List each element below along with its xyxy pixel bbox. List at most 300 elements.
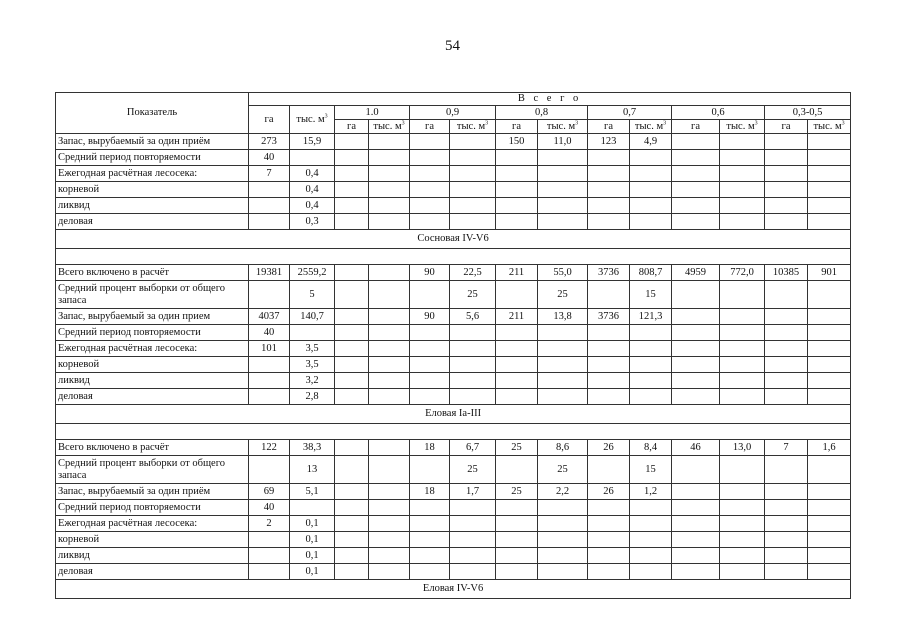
table-cell	[450, 214, 496, 230]
section-title: Еловая IV-V6	[56, 580, 851, 599]
table-cell	[720, 134, 765, 150]
spacer-cell	[56, 249, 851, 265]
table-cell: 6,7	[450, 440, 496, 456]
table-cell	[335, 456, 369, 484]
table-row	[56, 532, 851, 548]
table-cell: 38,3	[290, 440, 335, 456]
table-cell	[369, 440, 410, 456]
table-cell	[410, 357, 450, 373]
table-cell	[335, 357, 369, 373]
table-cell: 3,5	[290, 357, 335, 373]
table-cell	[672, 150, 720, 166]
table-cell	[672, 373, 720, 389]
table-cell	[720, 564, 765, 580]
table-cell	[630, 373, 672, 389]
table-cell	[765, 150, 808, 166]
table-cell	[369, 166, 410, 182]
row-label: Средний процент выборки от общего запаса	[56, 456, 249, 484]
table-cell	[720, 548, 765, 564]
table-row	[56, 134, 851, 150]
table-row	[56, 281, 851, 309]
table-cell	[630, 150, 672, 166]
table-cell	[630, 214, 672, 230]
table-cell	[538, 389, 588, 405]
table-cell	[335, 265, 369, 281]
table-cell	[720, 532, 765, 548]
row-label: Средний период повторяемости	[56, 500, 249, 516]
table-cell: 3736	[588, 309, 630, 325]
table-cell	[808, 198, 851, 214]
table-cell	[335, 281, 369, 309]
section-title-row	[56, 230, 851, 249]
header-density-group: 0,9	[410, 106, 496, 120]
table-cell: 0,1	[290, 532, 335, 548]
table-cell	[335, 325, 369, 341]
table-cell: 0,1	[290, 516, 335, 532]
table-cell	[410, 373, 450, 389]
row-label: Запас, вырубаемый за один прием	[56, 309, 249, 325]
table-cell: 140,7	[290, 309, 335, 325]
table-cell	[720, 516, 765, 532]
header-indicator: Показатель	[56, 93, 249, 134]
row-label: ликвид	[56, 198, 249, 214]
table-cell	[672, 532, 720, 548]
table-cell	[369, 309, 410, 325]
row-label: деловая	[56, 389, 249, 405]
table-cell	[588, 281, 630, 309]
table-cell	[496, 373, 538, 389]
row-label: Запас, вырубаемый за один приём	[56, 484, 249, 500]
table-cell: 25	[450, 281, 496, 309]
table-cell	[630, 341, 672, 357]
table-cell: 150	[496, 134, 538, 150]
table-cell	[672, 166, 720, 182]
table-cell	[290, 500, 335, 516]
table-cell	[369, 548, 410, 564]
table-cell	[496, 564, 538, 580]
table-cell	[450, 134, 496, 150]
row-label: Ежегодная расчётная лесосека:	[56, 341, 249, 357]
table-cell	[765, 134, 808, 150]
table-cell	[720, 214, 765, 230]
table-cell	[369, 516, 410, 532]
table-cell	[720, 389, 765, 405]
table-cell	[249, 389, 290, 405]
table-cell: 0,3	[290, 214, 335, 230]
table-cell	[496, 389, 538, 405]
table-cell: 211	[496, 265, 538, 281]
table-row	[56, 166, 851, 182]
table-cell: 15	[630, 281, 672, 309]
row-label: деловая	[56, 214, 249, 230]
table-cell	[765, 182, 808, 198]
table-cell	[335, 500, 369, 516]
table-cell: 13,0	[720, 440, 765, 456]
table-cell: 13,8	[538, 309, 588, 325]
table-cell	[808, 373, 851, 389]
table-cell	[369, 357, 410, 373]
table-cell	[249, 214, 290, 230]
header-total-volume: тыс. $м^3$	[290, 106, 335, 134]
table-cell	[290, 150, 335, 166]
table-cell: 808,7	[630, 265, 672, 281]
table-cell	[410, 516, 450, 532]
table-cell	[538, 325, 588, 341]
table-cell	[335, 134, 369, 150]
table-cell	[808, 564, 851, 580]
table-cell	[496, 500, 538, 516]
section-title: Сосновая IV-V6	[56, 230, 851, 249]
header-total-ha: га	[249, 106, 290, 134]
table-cell: 3736	[588, 265, 630, 281]
row-label: Ежегодная расчётная лесосека:	[56, 516, 249, 532]
table-cell	[672, 281, 720, 309]
table-cell	[335, 440, 369, 456]
table-row	[56, 500, 851, 516]
table-cell	[410, 182, 450, 198]
header-density-group: 0,7	[588, 106, 672, 120]
table-cell: 101	[249, 341, 290, 357]
table-cell	[249, 373, 290, 389]
header-density-group: 1.0	[335, 106, 410, 120]
table-cell	[450, 500, 496, 516]
table-cell: 3,2	[290, 373, 335, 389]
table-cell	[672, 357, 720, 373]
table-cell	[369, 134, 410, 150]
table-cell	[335, 214, 369, 230]
table-cell: 8,4	[630, 440, 672, 456]
table-cell	[450, 516, 496, 532]
table-cell: 2559,2	[290, 265, 335, 281]
table-cell	[335, 389, 369, 405]
table-cell	[538, 564, 588, 580]
table-cell	[369, 214, 410, 230]
table-cell: 0,4	[290, 182, 335, 198]
table-cell	[450, 150, 496, 166]
row-label: ликвид	[56, 373, 249, 389]
table-cell	[496, 516, 538, 532]
table-cell	[630, 182, 672, 198]
table-cell	[369, 198, 410, 214]
section-spacer	[56, 424, 851, 440]
subheader-volume: тыс. $м^3$	[538, 120, 588, 134]
table-cell: 211	[496, 309, 538, 325]
table-cell: 22,5	[450, 265, 496, 281]
table-cell	[335, 373, 369, 389]
table-cell: 2,8	[290, 389, 335, 405]
table-cell	[672, 341, 720, 357]
table-cell	[369, 373, 410, 389]
table-cell: 0,1	[290, 548, 335, 564]
subheader-ha: га	[672, 120, 720, 134]
table-cell	[672, 548, 720, 564]
table-cell	[588, 564, 630, 580]
table-row	[56, 265, 851, 281]
table-cell	[369, 532, 410, 548]
table-cell	[538, 166, 588, 182]
table-cell	[630, 325, 672, 341]
table-cell	[335, 548, 369, 564]
table-cell	[630, 166, 672, 182]
table-cell: 2	[249, 516, 290, 532]
table-cell	[765, 166, 808, 182]
table-cell	[290, 325, 335, 341]
table-cell	[765, 532, 808, 548]
table-row	[56, 548, 851, 564]
table-cell	[496, 182, 538, 198]
table-cell	[369, 500, 410, 516]
table-cell	[410, 341, 450, 357]
table-cell	[450, 389, 496, 405]
row-label: Средний период повторяемости	[56, 325, 249, 341]
table-cell	[496, 548, 538, 564]
table-row	[56, 440, 851, 456]
row-label: корневой	[56, 182, 249, 198]
table-cell	[630, 532, 672, 548]
table-cell	[720, 198, 765, 214]
table-row	[56, 456, 851, 484]
table-cell	[672, 134, 720, 150]
header-density-group: 0,6	[672, 106, 765, 120]
table-cell	[588, 548, 630, 564]
row-label: ликвид	[56, 548, 249, 564]
table-row	[56, 182, 851, 198]
table-row	[56, 150, 851, 166]
table-cell	[765, 198, 808, 214]
table-row	[56, 357, 851, 373]
table-cell	[808, 150, 851, 166]
table-cell: 0,1	[290, 564, 335, 580]
table-cell	[765, 516, 808, 532]
section-title-row	[56, 405, 851, 424]
table-cell	[450, 373, 496, 389]
table-cell	[765, 281, 808, 309]
table-row	[56, 309, 851, 325]
table-cell: 13	[290, 456, 335, 484]
table-cell	[765, 500, 808, 516]
table-cell	[335, 484, 369, 500]
table-cell	[765, 484, 808, 500]
table-cell: 55,0	[538, 265, 588, 281]
table-cell: 40	[249, 150, 290, 166]
subheader-ha: га	[335, 120, 369, 134]
table-cell: 25	[538, 281, 588, 309]
table-cell	[672, 500, 720, 516]
table-cell: 4959	[672, 265, 720, 281]
subheader-ha: га	[410, 120, 450, 134]
table-cell	[249, 548, 290, 564]
subheader-volume: тыс. $м^3$	[369, 120, 410, 134]
table-cell	[335, 198, 369, 214]
table-cell: 1,2	[630, 484, 672, 500]
table-cell: 5	[290, 281, 335, 309]
table-cell: 10385	[765, 265, 808, 281]
table-cell	[410, 532, 450, 548]
table-row	[56, 484, 851, 500]
table-cell	[720, 281, 765, 309]
table-cell	[630, 389, 672, 405]
table-cell	[808, 389, 851, 405]
table-cell	[369, 484, 410, 500]
header-density-group: 0,8	[496, 106, 588, 120]
table-cell	[410, 150, 450, 166]
table-cell	[450, 564, 496, 580]
table-cell	[369, 182, 410, 198]
table-cell: 25	[496, 440, 538, 456]
table-cell	[450, 198, 496, 214]
table-cell: 2,2	[538, 484, 588, 500]
table-cell	[410, 325, 450, 341]
table-cell	[808, 532, 851, 548]
table-cell	[410, 456, 450, 484]
row-label: Запас, вырубаемый за один приём	[56, 134, 249, 150]
table-cell	[496, 150, 538, 166]
subheader-ha: га	[588, 120, 630, 134]
table-cell	[720, 500, 765, 516]
table-cell	[538, 373, 588, 389]
table-cell	[369, 456, 410, 484]
table-cell	[369, 265, 410, 281]
table-cell	[808, 182, 851, 198]
table-cell	[588, 198, 630, 214]
table-cell	[630, 564, 672, 580]
table-cell	[410, 281, 450, 309]
table-cell: 26	[588, 440, 630, 456]
table-cell	[369, 564, 410, 580]
table-cell	[808, 281, 851, 309]
table-cell	[808, 214, 851, 230]
table-body	[56, 134, 851, 599]
table-cell: 40	[249, 325, 290, 341]
table-cell	[450, 357, 496, 373]
table-cell	[496, 456, 538, 484]
table-cell	[410, 134, 450, 150]
table-cell	[538, 198, 588, 214]
table-cell	[249, 564, 290, 580]
table-cell: 25	[450, 456, 496, 484]
table-cell	[630, 548, 672, 564]
table-cell	[538, 182, 588, 198]
table-cell	[808, 341, 851, 357]
table-cell	[588, 182, 630, 198]
table-cell	[672, 389, 720, 405]
table-cell	[808, 548, 851, 564]
table-cell	[538, 500, 588, 516]
table-cell	[720, 373, 765, 389]
table-cell	[538, 357, 588, 373]
table-cell: 26	[588, 484, 630, 500]
table-cell: 121,3	[630, 309, 672, 325]
table-row	[56, 341, 851, 357]
table-cell	[538, 341, 588, 357]
table-cell	[720, 309, 765, 325]
subheader-volume: тыс. $м^3$	[450, 120, 496, 134]
subheader-volume: тыс. $м^3$	[720, 120, 765, 134]
table-cell: 4037	[249, 309, 290, 325]
table-cell	[808, 134, 851, 150]
table-cell	[335, 182, 369, 198]
table-cell	[538, 150, 588, 166]
table-cell	[765, 373, 808, 389]
table-cell	[808, 166, 851, 182]
table-cell: 1,7	[450, 484, 496, 500]
row-label: деловая	[56, 564, 249, 580]
table-cell	[335, 341, 369, 357]
table-cell: 123	[588, 134, 630, 150]
table-cell	[808, 309, 851, 325]
row-label: корневой	[56, 532, 249, 548]
table-cell: 901	[808, 265, 851, 281]
table-cell	[672, 564, 720, 580]
table-cell	[765, 357, 808, 373]
table-cell	[630, 198, 672, 214]
table-cell: 0,4	[290, 166, 335, 182]
table-cell: 25	[496, 484, 538, 500]
table-row	[56, 325, 851, 341]
table-cell: 122	[249, 440, 290, 456]
table-cell: 7	[765, 440, 808, 456]
table-cell	[588, 389, 630, 405]
table-cell	[588, 341, 630, 357]
page-number: 54	[445, 38, 460, 54]
table-cell	[335, 150, 369, 166]
table-cell	[588, 166, 630, 182]
table-cell	[496, 214, 538, 230]
table-cell	[249, 357, 290, 373]
table-cell: 1,6	[808, 440, 851, 456]
table-cell: 46	[672, 440, 720, 456]
table-cell	[369, 325, 410, 341]
table-cell: 69	[249, 484, 290, 500]
table-cell: 273	[249, 134, 290, 150]
table-row	[56, 373, 851, 389]
table-cell	[588, 150, 630, 166]
table-cell	[672, 198, 720, 214]
table-cell	[335, 166, 369, 182]
table-cell	[630, 516, 672, 532]
table-cell	[538, 532, 588, 548]
table-row	[56, 516, 851, 532]
section-title: Еловая Iа-III	[56, 405, 851, 424]
table-cell	[249, 182, 290, 198]
table-cell: 90	[410, 309, 450, 325]
table-cell	[496, 325, 538, 341]
table-cell	[808, 484, 851, 500]
forest-table	[55, 92, 851, 599]
row-label: корневой	[56, 357, 249, 373]
table-cell	[808, 357, 851, 373]
table-cell: 18	[410, 440, 450, 456]
table-cell	[672, 325, 720, 341]
table-cell	[538, 214, 588, 230]
table-row	[56, 564, 851, 580]
table-row	[56, 389, 851, 405]
table-cell	[369, 341, 410, 357]
table-cell	[410, 214, 450, 230]
table-cell	[249, 198, 290, 214]
table-cell	[450, 182, 496, 198]
table-cell: 19381	[249, 265, 290, 281]
table-cell	[672, 309, 720, 325]
table-cell	[765, 389, 808, 405]
table-cell: 90	[410, 265, 450, 281]
subheader-ha: га	[765, 120, 808, 134]
table-cell	[765, 548, 808, 564]
table-cell	[588, 357, 630, 373]
table-cell	[808, 516, 851, 532]
table-cell: 4,9	[630, 134, 672, 150]
table-cell	[765, 341, 808, 357]
